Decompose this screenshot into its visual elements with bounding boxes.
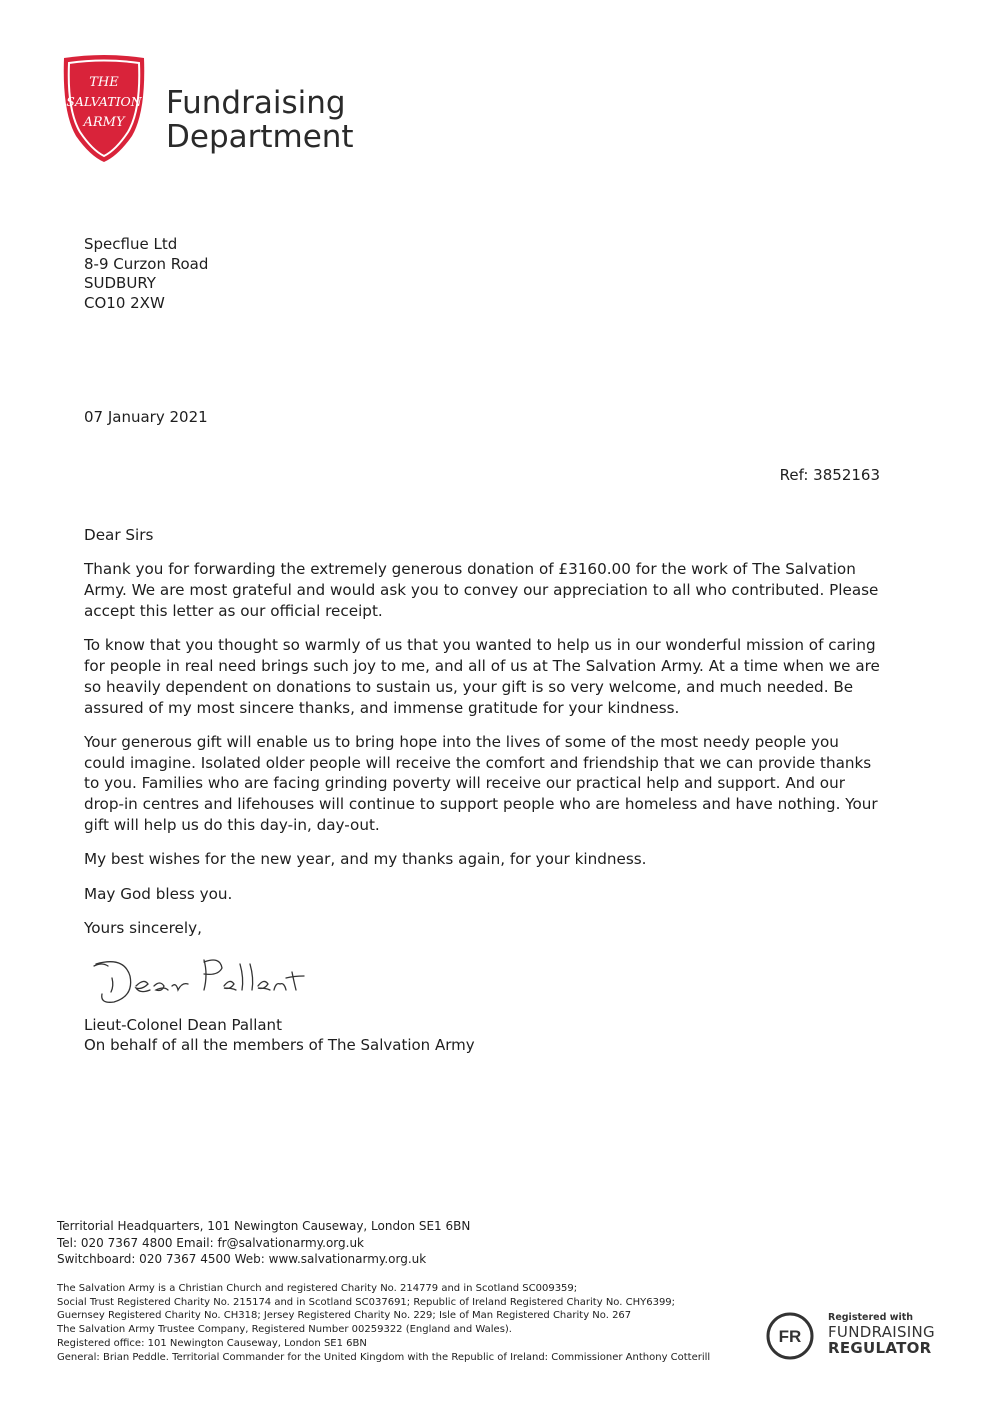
body-paragraph: Your generous gift will enable us to bring hope into the lives of some of the most needy people you could imagine. Isolated older people will receive the comfort and friendship that we can provide thanks to you. Families who are facing grinding poverty will receive our practical help and support. And our drop-in centres and lifehouses will continue to support people who are homeless and have nothing. Your gift will help us do this day-in, day-out. — [84, 732, 878, 835]
logo-text-salvation: SALVATION — [66, 94, 142, 109]
fr-logo-icon — [766, 1312, 814, 1360]
footer-contact-line: Territorial Headquarters, 101 Newington Causeway, London SE1 6BN — [57, 1219, 471, 1233]
department-title-line-2: Department — [166, 119, 354, 155]
body-paragraph: To know that you thought so warmly of us that you wanted to help us in our wonderful mission of caring for people in real need brings such joy to me, and all of us at The Salvation Army. At a time when we are so heavily dependent on donations to sustain us, your gift is so very welcome, and much needed. Be assured of my most sincere thanks, and immense gratitude for your kindness. — [84, 636, 880, 717]
recipient-line: CO10 2XW — [84, 293, 165, 312]
body-paragraph: My best wishes for the new year, and my thanks again, for your kindness. — [84, 850, 647, 869]
letter-date: 07 January 2021 — [84, 408, 208, 426]
body-paragraph: Thank you for forwarding the extremely generous donation of £3160.00 for the work of The Salvation Army. We are most grateful and would ask you to convey our appreciation to all who contributed. Please accept this letter as our official receipt. — [84, 560, 879, 620]
department-title — [166, 86, 354, 154]
footer-legal-line: The Salvation Army Trustee Company, Registered Number 00259322 (England and Wales). — [57, 1324, 512, 1336]
footer-contact — [57, 1218, 470, 1268]
footer-contact-line: Switchboard: 020 7367 4500 Web: www.salvationarmy.org.uk — [57, 1252, 427, 1266]
department-title-line-1: Fundraising — [166, 85, 346, 121]
signer-block — [84, 1015, 475, 1055]
fr-fundraising: FUNDRAISING — [828, 1323, 935, 1341]
recipient-line: 8-9 Curzon Road — [84, 254, 209, 273]
recipient-line: SUDBURY — [84, 274, 156, 292]
body-paragraph: May God bless you. — [84, 884, 233, 903]
signer-name: Lieut-Colonel Dean Pallant — [84, 1016, 282, 1034]
footer-legal-line: General: Brian Peddle. Territorial Commander for the United Kingdom with the Republic of Ireland: Commissioner Anthony Cotterill — [57, 1351, 711, 1363]
recipient-address — [84, 235, 208, 313]
letter-body — [84, 525, 884, 952]
fr-text-block — [828, 1312, 935, 1356]
salutation: Dear Sirs — [84, 526, 154, 544]
footer-legal-line: Guernsey Registered Charity No. CH318; Jersey Registered Charity No. 229; Isle of Man Registered Charity No. 267 — [57, 1310, 632, 1322]
reference-number: Ref: 3852163 — [779, 466, 880, 484]
footer-legal — [57, 1282, 777, 1364]
salvation-army-shield-logo — [58, 52, 150, 164]
fr-logo-text: FR — [778, 1327, 802, 1346]
logo-text-army: ARMY — [83, 115, 125, 130]
footer-legal-line: Registered office: 101 Newington Causeway, London SE1 6BN — [57, 1337, 367, 1349]
footer-legal-line: The Salvation Army is a Christian Church and registered Charity No. 214779 and in Scotland SC009359; — [57, 1283, 578, 1294]
footer-contact-line: Tel: 020 7367 4800 Email: fr@salvationarmy.org.uk — [57, 1235, 365, 1250]
recipient-line: Specflue Ltd — [84, 235, 178, 253]
handwritten-signature — [84, 952, 324, 1014]
footer-legal-line: Social Trust Registered Charity No. 215174 and in Scotland SC037691; Republic of Ireland Registered Charity No. CHY6399; — [57, 1296, 676, 1308]
fundraising-regulator-badge — [766, 1312, 946, 1364]
closing: Yours sincerely, — [84, 918, 202, 937]
signer-role: On behalf of all the members of The Salvation Army — [84, 1036, 475, 1054]
logo-text-the: THE — [89, 75, 119, 90]
fr-regulator: REGULATOR — [828, 1339, 932, 1357]
fr-registered-with: Registered with — [828, 1312, 914, 1323]
